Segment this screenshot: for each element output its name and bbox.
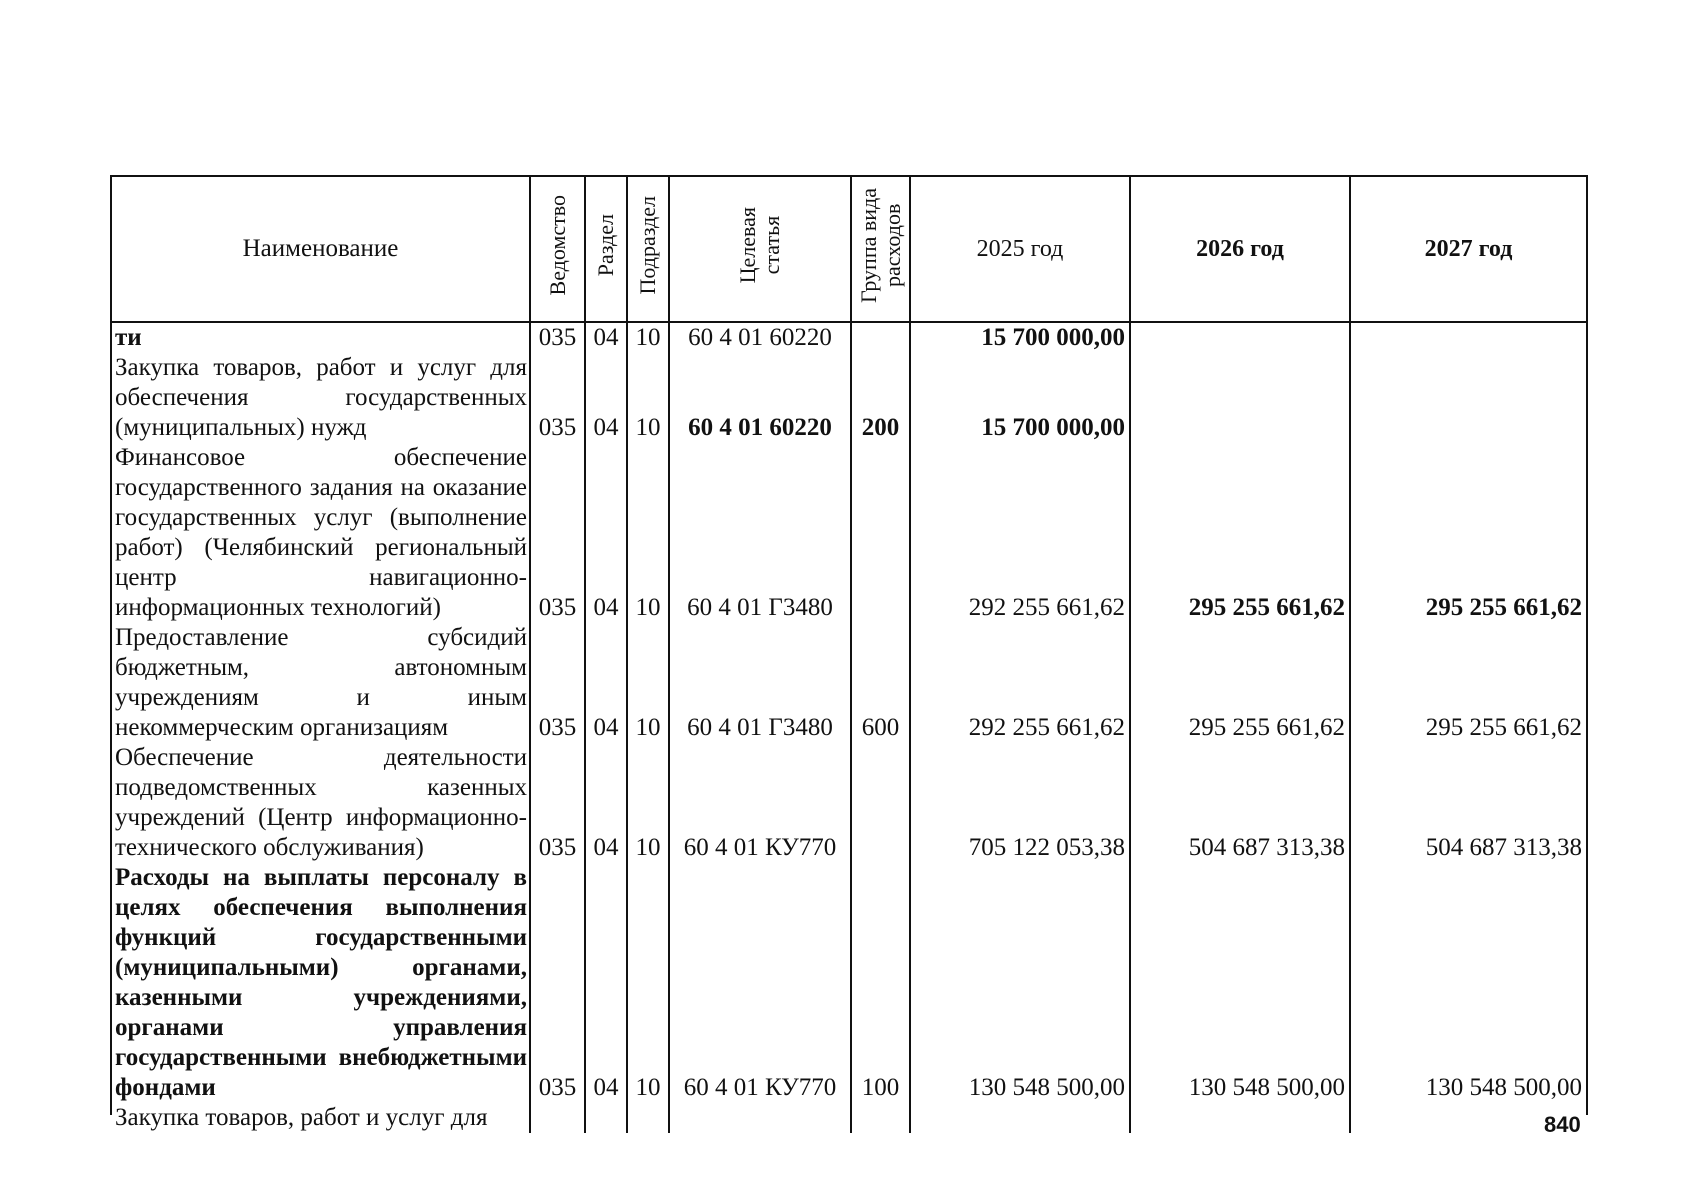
table-row [112, 623, 1586, 743]
row-name: Закупка товаров, работ и услуг для [115, 1104, 488, 1131]
header-podrazdel: Подраздел [627, 177, 669, 322]
row-celevaya-statya [669, 1103, 851, 1133]
row-gruppa: 600 [851, 623, 910, 743]
row-2025: 130 548 500,00 [910, 863, 1130, 1103]
row-vedomstvo [530, 1103, 585, 1133]
row-2027: 504 687 313,38 [1350, 743, 1586, 863]
row-2025: 15 700 000,00 [910, 353, 1130, 443]
row-2026: 130 548 500,00 [1130, 863, 1350, 1103]
row-vedomstvo: 035 [530, 443, 585, 623]
row-razdel: 04 [585, 623, 627, 743]
row-podrazdel: 10 [627, 863, 669, 1103]
row-name: Обеспечение деятельности подведомственных казенных учреждений (Центр информационно-технического обслуживания) [115, 744, 527, 861]
row-2025: 15 700 000,00 [910, 322, 1130, 353]
header-2027: 2027 год [1350, 177, 1586, 322]
row-podrazdel [627, 1103, 669, 1133]
row-razdel: 04 [585, 353, 627, 443]
table-row [112, 443, 1586, 623]
row-razdel [585, 1103, 627, 1133]
row-celevaya-statya: 60 4 01 КУ770 [669, 863, 851, 1103]
row-vedomstvo: 035 [530, 353, 585, 443]
row-celevaya-statya: 60 4 01 60220 [669, 353, 851, 443]
header-razdel: Раздел [585, 177, 627, 322]
row-2027: 130 548 500,00 [1350, 863, 1586, 1103]
row-2026 [1130, 1103, 1350, 1133]
row-2026 [1130, 322, 1350, 353]
row-podrazdel: 10 [627, 322, 669, 353]
row-vedomstvo: 035 [530, 863, 585, 1103]
table-row [112, 743, 1586, 863]
row-2027: 295 255 661,62 [1350, 443, 1586, 623]
row-2025 [910, 1103, 1130, 1133]
header-vedomstvo: Ведомство [530, 177, 585, 322]
row-2027: 295 255 661,62 [1350, 623, 1586, 743]
table-row [112, 863, 1586, 1103]
row-vedomstvo: 035 [530, 743, 585, 863]
row-name: Финансовое обеспечение государственного задания на оказание государственных услуг (выполнение работ) (Челябинский региональный центр навигационно-информационных технологий) [115, 444, 527, 621]
row-gruppa [851, 322, 910, 353]
row-gruppa: 200 [851, 353, 910, 443]
row-gruppa [851, 1103, 910, 1133]
row-name: Закупка товаров, работ и услуг для обеспечения государственных (муниципальных) нужд [115, 354, 527, 441]
row-gruppa [851, 443, 910, 623]
row-razdel: 04 [585, 863, 627, 1103]
row-2025: 292 255 661,62 [910, 443, 1130, 623]
row-celevaya-statya: 60 4 01 Г3480 [669, 623, 851, 743]
header-2026: 2026 год [1130, 177, 1350, 322]
row-celevaya-statya: 60 4 01 КУ770 [669, 743, 851, 863]
header-name: Наименование [112, 177, 530, 322]
row-celevaya-statya: 60 4 01 60220 [669, 322, 851, 353]
row-2027 [1350, 322, 1586, 353]
table-row [112, 322, 1586, 353]
row-vedomstvo: 035 [530, 322, 585, 353]
row-razdel: 04 [585, 322, 627, 353]
row-2026: 295 255 661,62 [1130, 443, 1350, 623]
row-vedomstvo: 035 [530, 623, 585, 743]
row-2025: 705 122 053,38 [910, 743, 1130, 863]
row-2025: 292 255 661,62 [910, 623, 1130, 743]
row-name: ти [115, 324, 142, 351]
row-podrazdel: 10 [627, 623, 669, 743]
row-gruppa [851, 743, 910, 863]
row-name: Расходы на выплаты персоналу в целях обеспечения выполнения функций государственными (муниципальными) органами, казенными учреждениями, органами управления государственными внебюджетными фондами [115, 864, 527, 1101]
row-2027 [1350, 353, 1586, 443]
budget-table [112, 177, 1586, 1133]
row-razdel: 04 [585, 743, 627, 863]
row-2026: 295 255 661,62 [1130, 623, 1350, 743]
row-podrazdel: 10 [627, 353, 669, 443]
table-row [112, 353, 1586, 443]
row-podrazdel: 10 [627, 443, 669, 623]
table-header-row [112, 177, 1586, 322]
row-celevaya-statya: 60 4 01 Г3480 [669, 443, 851, 623]
header-gruppa-vida-raskhodov: Группа вида расходов [851, 177, 910, 322]
header-celevaya-statya: Целевая статья [669, 177, 851, 322]
header-2025: 2025 год [910, 177, 1130, 322]
row-2026: 504 687 313,38 [1130, 743, 1350, 863]
row-razdel: 04 [585, 443, 627, 623]
row-2026 [1130, 353, 1350, 443]
row-gruppa: 100 [851, 863, 910, 1103]
row-podrazdel: 10 [627, 743, 669, 863]
page-number: 840 [1544, 1112, 1581, 1137]
row-name: Предоставление субсидий бюджетным, автономным учреждениям и иным некоммерческим организациям [115, 624, 527, 741]
table-row [112, 1103, 1586, 1133]
